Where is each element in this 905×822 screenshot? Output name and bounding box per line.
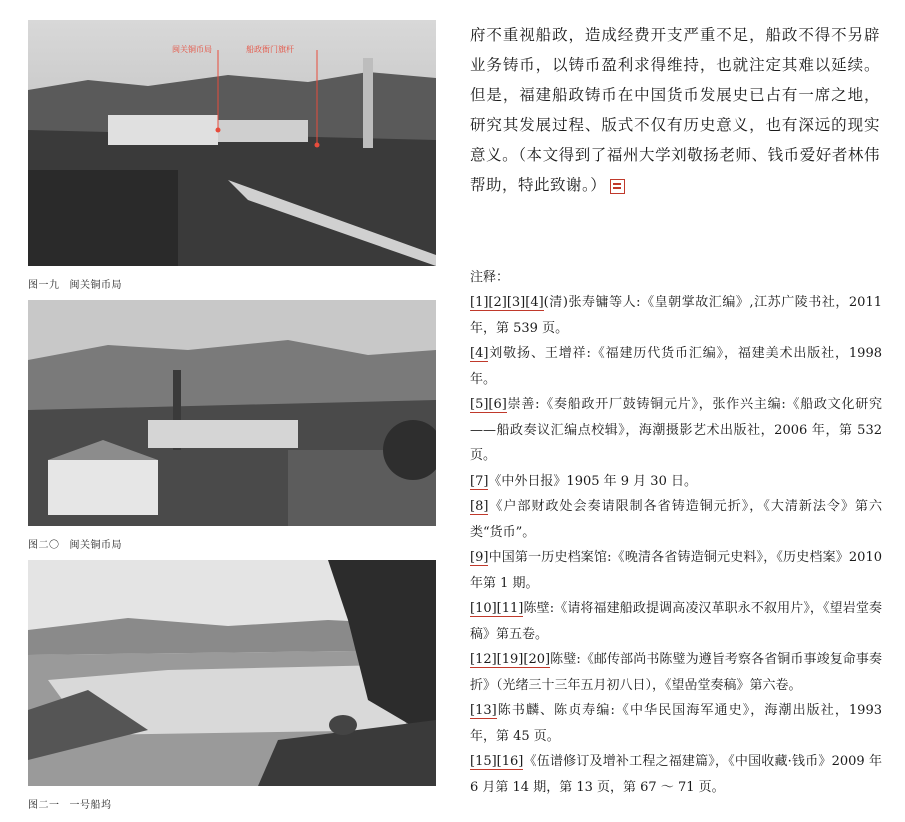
figure-19-photo (28, 20, 436, 266)
note-text: 《伍谱修订及增补工程之福建篇》，《中国收藏·钱币》2009 年 6 月第 14 期，第 13 页，第 67 ～ 71 页。 (470, 754, 882, 795)
note-refs: [13] (470, 703, 497, 718)
figure-20-photo (28, 300, 436, 526)
note-refs: [8] (470, 499, 489, 514)
note-item (470, 341, 882, 392)
figure-19-label-mint: 闽关铜币局 (172, 45, 212, 54)
figure-title: 闽关铜币局 (69, 280, 122, 291)
figure-19-caption (28, 276, 122, 291)
note-item (470, 392, 882, 469)
note-item (470, 290, 882, 341)
note-refs: [5][6] (470, 397, 507, 412)
note-refs: [15][16] (470, 754, 524, 769)
figure-number: 图一九 (28, 280, 60, 291)
note-text: 陈壁:《请将福建船政提调高凌汉革职永不叙用片》，《望岩堂奏稿》第五卷。 (470, 601, 882, 642)
figure-21-photo (28, 560, 436, 786)
note-text: 刘敬扬、王增祥:《福建历代货币汇编》，福建美术出版社，1998 年。 (470, 346, 882, 387)
figure-number: 图二一 (28, 800, 60, 811)
note-item (470, 545, 882, 596)
figure-title: 闽关铜币局 (69, 540, 122, 551)
figure-20-caption (28, 536, 122, 551)
figure-19-label-flagpole: 船政衙门旗杆 (246, 45, 294, 54)
note-text: 崇善:《奏船政开厂鼓铸铜元片》，张作兴主编:《船政文化研究——船政奏议汇编点校辑》，海潮摄影艺术出版社，2006 年，第 532 页。 (470, 397, 882, 463)
notes-heading: 注释： (470, 270, 510, 285)
note-item (470, 596, 882, 647)
note-refs: [10][11] (470, 601, 524, 616)
note-refs: [7] (470, 473, 489, 489)
note-item (470, 749, 882, 800)
figure-21-caption (28, 796, 112, 811)
figure-title: 一号船坞 (69, 800, 112, 811)
note-text: (清)张寿镛等人:《皇朝掌故汇编》,江苏广陵书社，2011 年，第 539 页。 (470, 295, 882, 336)
note-refs: [1][2][3][4] (470, 295, 544, 310)
note-text: 中国第一历史档案馆:《晚清各省铸造铜元史料》，《历史档案》2010 年第 1 期。 (470, 550, 882, 591)
figure-number: 图二〇 (28, 540, 60, 551)
note-item (470, 469, 882, 495)
note-text: 《户部财政处会奏请限制各省铸造铜元折》，《大清新法令》第六类“货币”。 (470, 499, 882, 540)
notes-list (470, 290, 882, 800)
note-text: 陈书麟、陈贞寿编:《中华民国海军通史》，海潮出版社，1993 年，第 45 页。 (470, 703, 882, 744)
body-paragraph (470, 20, 880, 200)
seal-icon (610, 179, 625, 194)
body-text: 府不重视船政，造成经费开支严重不足，船政不得不另辟业务铸币，以铸币盈利求得维持，也就注定其难以延续。但是，福建船政铸币在中国货币发展史已占有一席之地，研究其发展过程、版式不仅有历史意义，也有深远的现实意义。（本文得到了福州大学刘敬扬老师、钱币爱好者林伟帮助，特此致谢。） (470, 26, 880, 194)
note-item (470, 494, 882, 545)
note-text: 陈璧:《邮传部尚书陈璧为遵旨考察各省铜币事竣复命事奏折》（光绪三十三年五月初八日），《望嵒堂奏稿》第六卷。 (470, 652, 882, 693)
note-item (470, 647, 882, 698)
note-item (470, 698, 882, 749)
note-refs: [4] (470, 346, 489, 361)
note-text: 《中外日报》1905 年 9 月 30 日。 (488, 473, 697, 489)
note-refs: [12][19][20] (470, 652, 551, 667)
note-refs: [9] (470, 550, 489, 565)
